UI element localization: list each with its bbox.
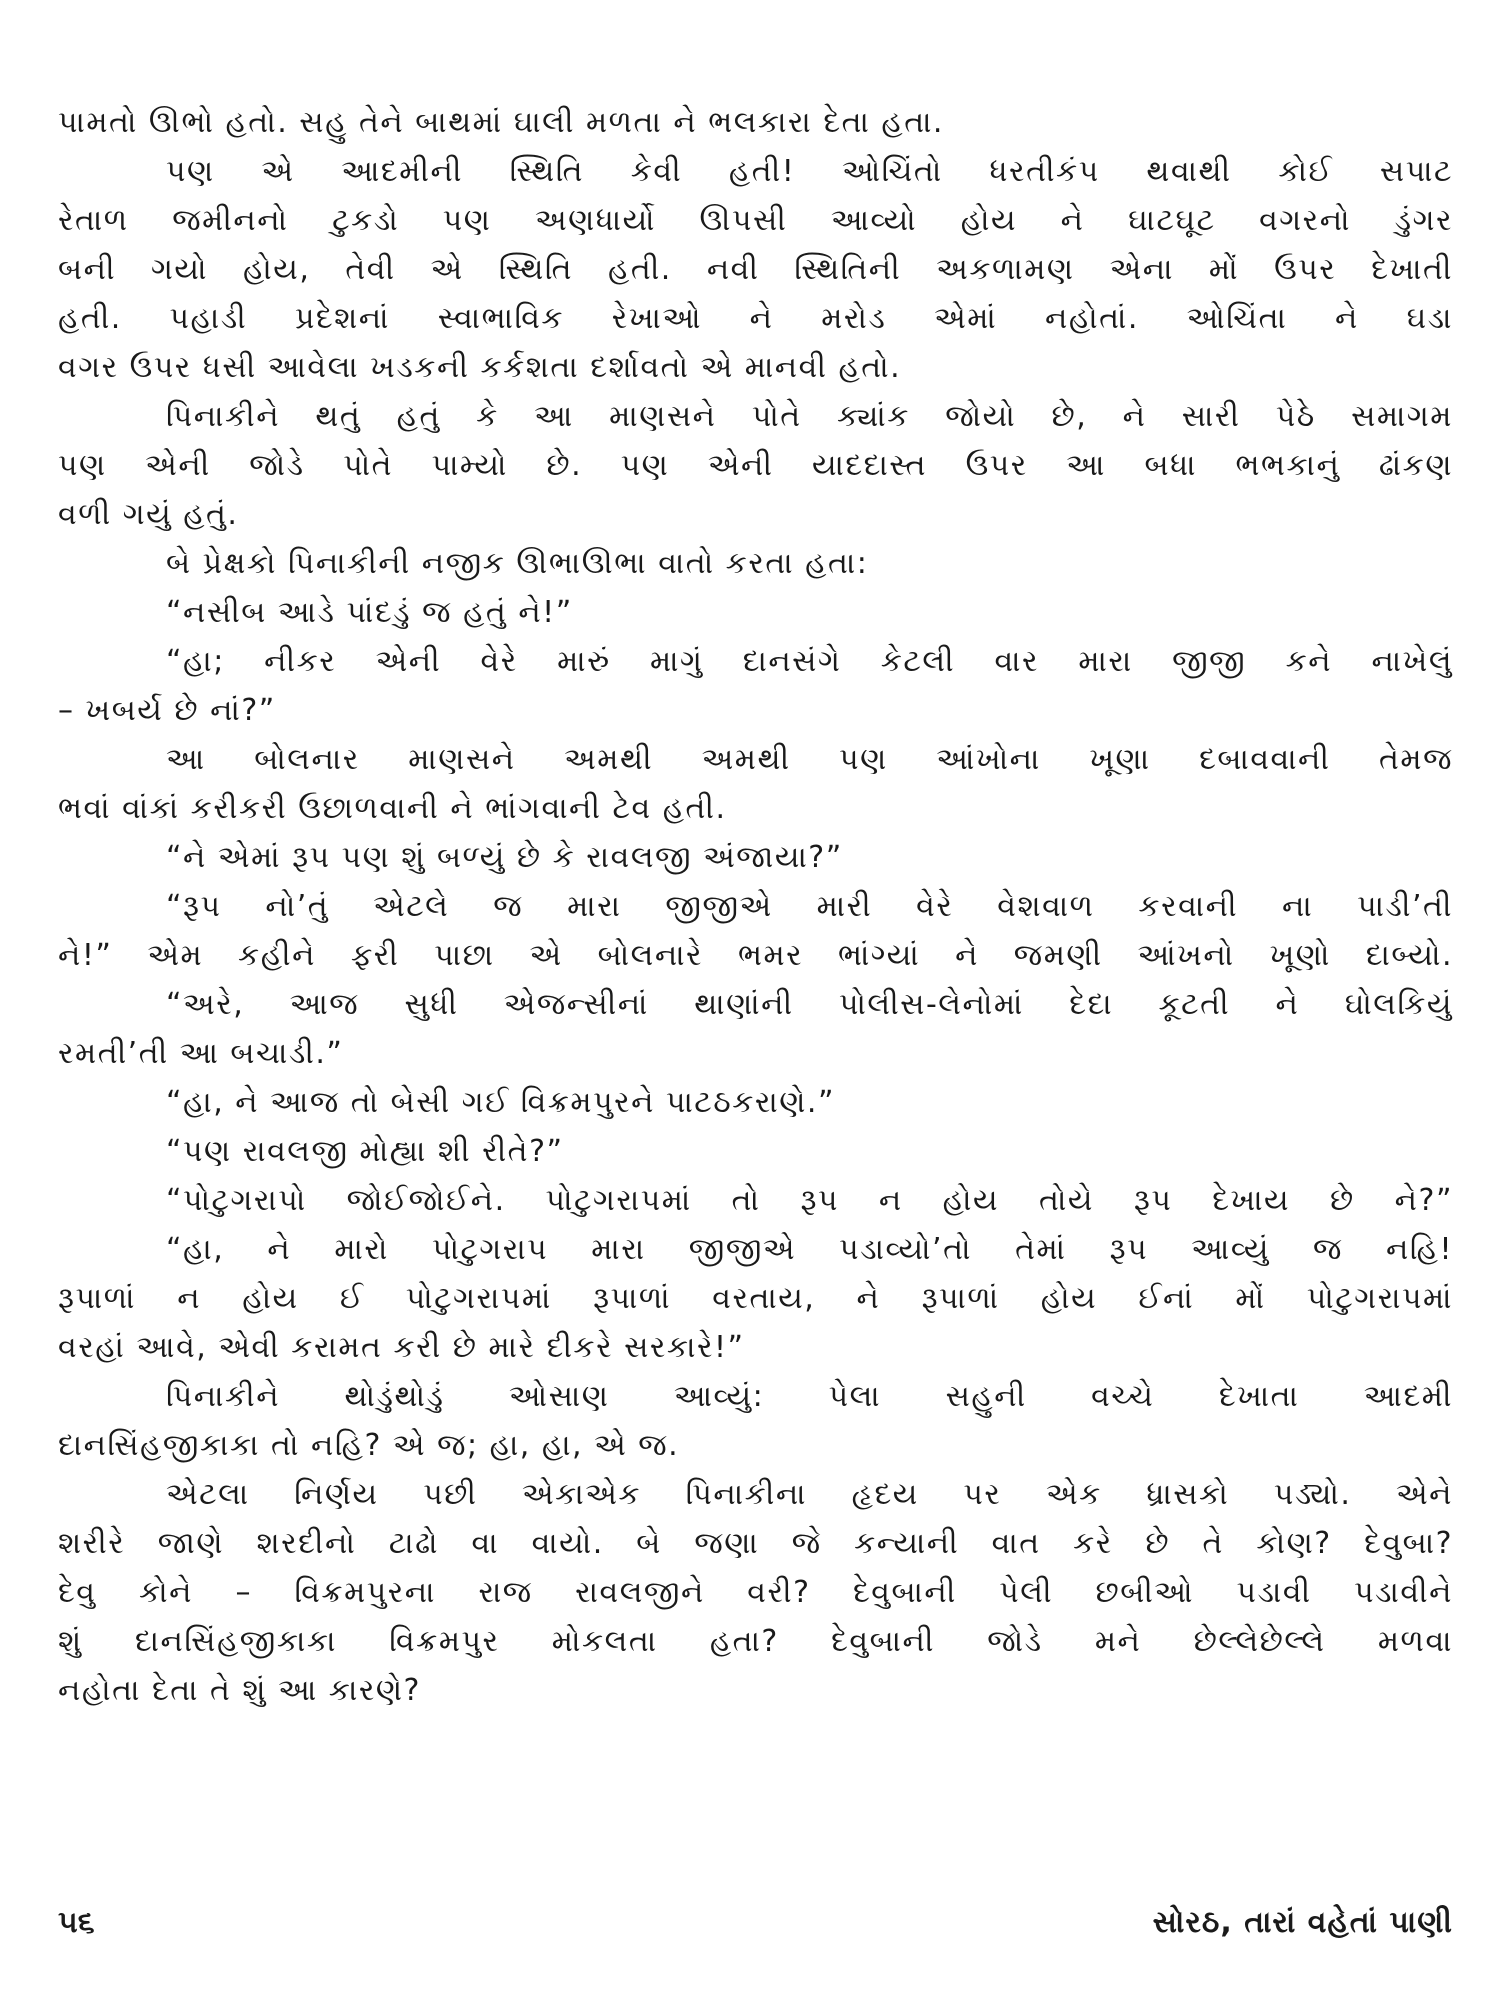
text-line: “પણ રાવલજી મોહ્યા શી રીતે?” <box>166 1134 564 1169</box>
text-line: “રૂપ નો’તું એટલે જ મારા જીજીએ મારી વેરે વેશવાળ કરવાની ના પાડી’તી <box>166 889 1453 924</box>
text-line: – ખબર્ય છે નાં?” <box>58 693 276 728</box>
text-line: “હા, ને મારો પોટુગરાપ મારા જીજીએ પડાવ્યો’તો તેમાં રૂપ આવ્યું જ નહિ! <box>166 1232 1453 1267</box>
page-number: ૫૬ <box>58 1905 95 1940</box>
text-line: વળી ગયું હતું. <box>58 497 239 532</box>
text-line: “હા; નીકર એની વેરે મારું માગું દાનસંગે કેટલી વાર મારા જીજી કને નાખેલું <box>166 644 1453 679</box>
text-line: પિનાકીને થતું હતું કે આ માણસને પોતે ક્યાંક જોયો છે, ને સારી પેઠે સમાગમ <box>166 399 1453 434</box>
text-line: દાનસિંહજીકાકા તો નહિ? એ જ; હા, હા, એ જ. <box>58 1428 680 1463</box>
text-line: બની ગયો હોય, તેવી એ સ્થિતિ હતી. નવી સ્થિતિની અકળામણ એના મોં ઉપર દેખાતી <box>58 252 1453 287</box>
text-line: શરીરે જાણે શરદીનો ટાઢો વા વાયો. બે જણા જે કન્યાની વાત કરે છે તે કોણ? દેવુબા? <box>58 1526 1453 1561</box>
text-line: રૂપાળાં ન હોય ઈ પોટુગરાપમાં રૂપાળાં વરતાય, ને રૂપાળાં હોય ઈનાં મોં પોટુગરાપમાં <box>58 1281 1453 1316</box>
text-line: વરહાં આવે, એવી કરામત કરી છે મારે દીકરે સરકારે!” <box>58 1330 745 1365</box>
text-line: દેવુ કોને – વિક્રમપુરના રાજ રાવલજીને વરી? દેવુબાની પેલી છબીઓ પડાવી પડાવીને <box>58 1575 1453 1610</box>
text-line: વગર ઉપર ધસી આવેલા ખડકની કર્કશતા દર્શાવતો એ માનવી હતો. <box>58 350 902 385</box>
text-line: પિનાકીને થોડુંથોડું ઓસાણ આવ્યું: પેલા સહુની વચ્ચે દેખાતા આદમી <box>166 1379 1453 1414</box>
text-line: “ને એમાં રૂપ પણ શું બળ્યું છે કે રાવલજી અંજાયા?” <box>166 840 843 875</box>
text-line: નહોતા દેતા તે શું આ કારણે? <box>58 1673 421 1708</box>
text-line: પણ એની જોડે પોતે પામ્યો છે. પણ એની યાદદાસ્ત ઉપર આ બધા ભભકાનું ઢાંકણ <box>58 448 1453 483</box>
text-line: ને!” એમ કહીને ફરી પાછા એ બોલનારે ભમર ભાંગ્યાં ને જમણી આંખનો ખૂણો દાબ્યો. <box>58 938 1453 973</box>
text-line: “હા, ને આજ તો બેસી ગઈ વિક્રમપુરને પાટઠકરાણે.” <box>166 1085 835 1120</box>
text-line: શું દાનસિંહજીકાકા વિક્રમપુર મોકલતા હતા? દેવુબાની જોડે મને છેલ્લેછેલ્લે મળવા <box>58 1624 1453 1659</box>
text-line: હતી. પહાડી પ્રદેશનાં સ્વાભાવિક રેખાઓ ને મરોડ એમાં નહોતાં. ઓચિંતા ને ઘડા <box>58 301 1453 336</box>
text-line: આ બોલનાર માણસને અમથી અમથી પણ આંખોના ખૂણા દબાવવાની તેમજ <box>166 742 1453 777</box>
page-body <box>58 98 1453 1715</box>
page-footer <box>58 1903 1453 1943</box>
text-line: બે પ્રેક્ષકો પિનાકીની નજીક ઊભાઊભા વાતો કરતા હતા: <box>166 546 869 581</box>
text-line: રમતી’તી આ બચાડી.” <box>58 1036 344 1071</box>
text-line: “પોટુગરાપો જોઈજોઈને. પોટુગરાપમાં તો રૂપ ન હોય તોયે રૂપ દેખાય છે ને?” <box>166 1183 1453 1218</box>
text-line: ભવાં વાંકાં કરીકરી ઉછાળવાની ને ભાંગવાની ટેવ હતી. <box>58 791 727 826</box>
text-line: પામતો ઊભો હતો. સહુ તેને બાથમાં ઘાલી મળતા ને ભલકારા દેતા હતા. <box>58 105 944 140</box>
text-line: રેતાળ જમીનનો ટુકડો પણ અણધાર્યો ઊપસી આવ્યો હોય ને ઘાટઘૂટ વગરનો ડુંગર <box>58 203 1453 238</box>
text-line: “નસીબ આડે પાંદડું જ હતું ને!” <box>166 595 573 630</box>
text-line: પણ એ આદમીની સ્થિતિ કેવી હતી! ઓચિંતો ધરતીકંપ થવાથી કોઈ સપાટ <box>166 154 1453 189</box>
text-line: “અરે, આજ સુધી એજન્સીનાં થાણાંની પોલીસ-લેનોમાં દેદા કૂટતી ને ઘોલકિયું <box>166 987 1453 1022</box>
running-book-title: સોરઠ, તારાં વહેતાં પાણી <box>1152 1905 1453 1940</box>
text-line: એટલા નિર્ણય પછી એકાએક પિનાકીના હૃદય પર એક ધ્રાસકો પડ્યો. એને <box>166 1477 1453 1512</box>
